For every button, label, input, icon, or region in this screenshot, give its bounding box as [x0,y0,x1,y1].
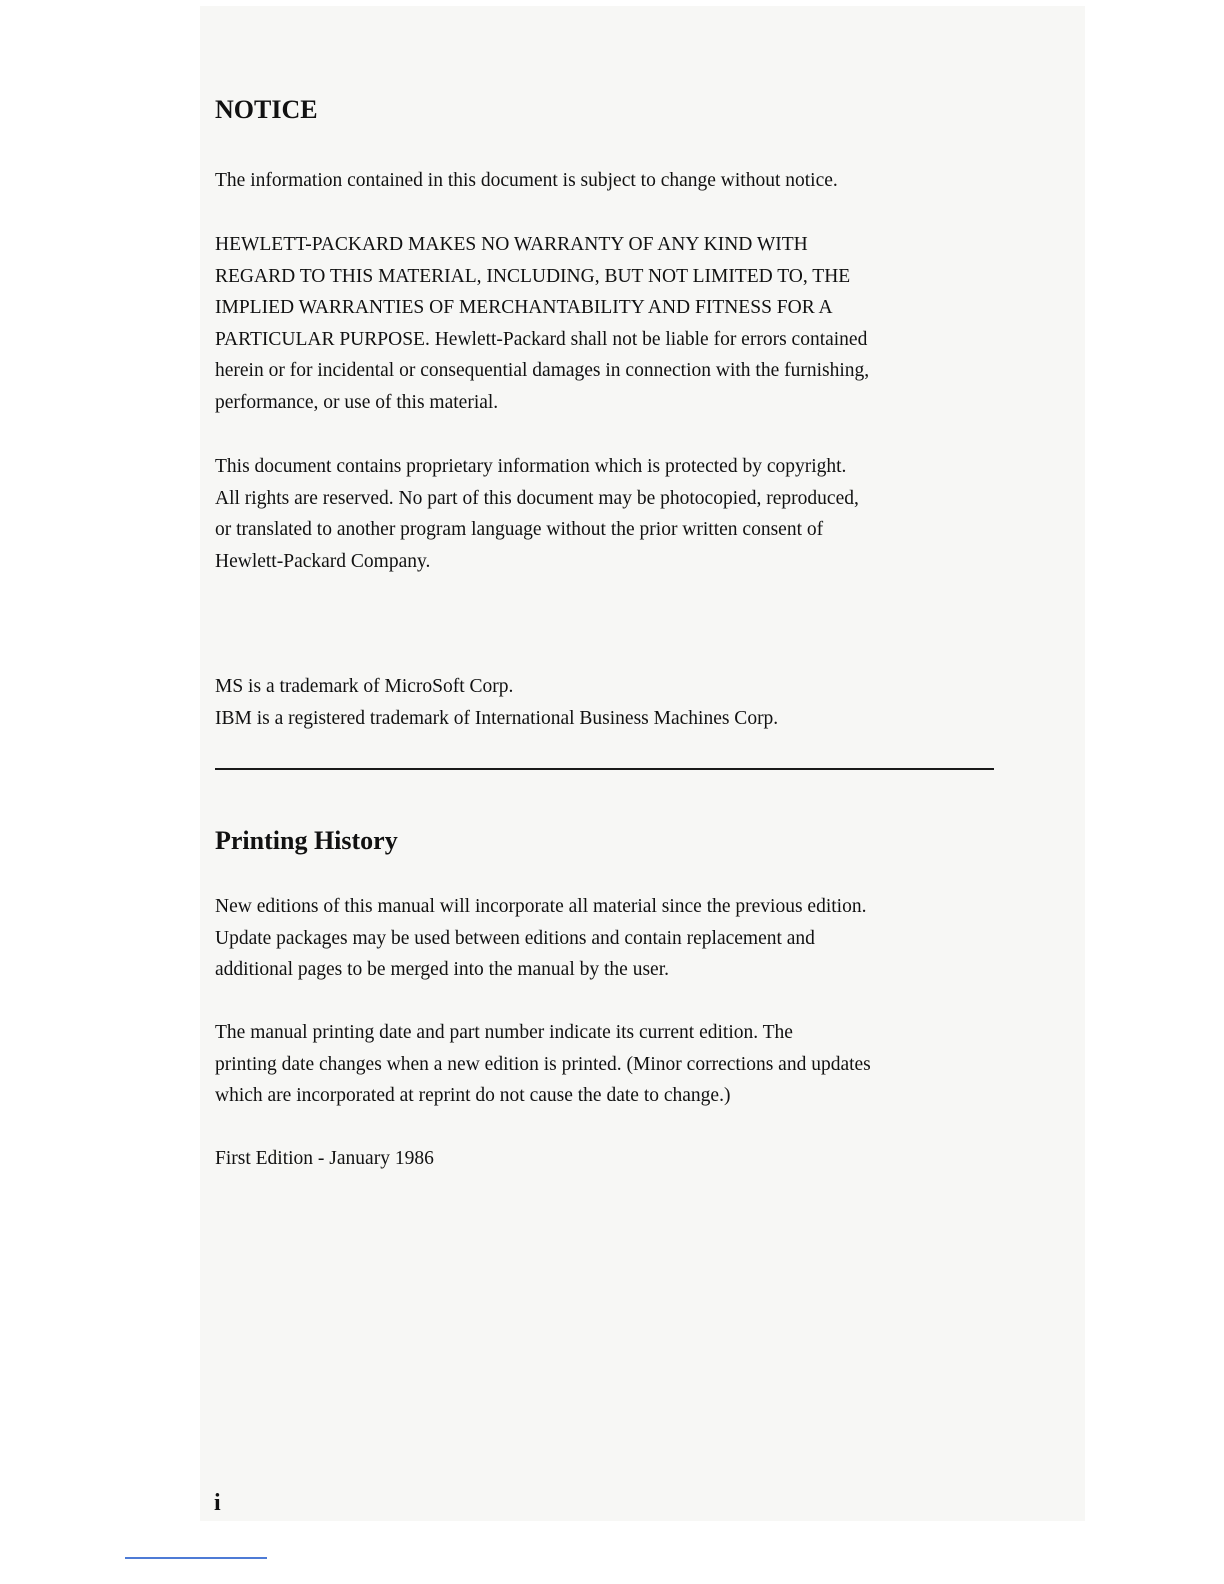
text-line: printing date changes when a new edition is printed. (Minor corrections and updates [215,1053,871,1075]
section-divider [215,768,994,770]
notice-paragraph-warranty [215,229,1015,419]
printing-history-heading: Printing History [215,826,398,855]
trademark-line: MS is a trademark of MicroSoft Corp. [215,676,514,697]
trademark-line: IBM is a registered trademark of International Business Machines Corp. [215,707,779,729]
text-line: which are incorporated at reprint do not cause the date to change.) [215,1085,731,1107]
edition-line: First Edition - January 1986 [215,1148,434,1169]
text-line: additional pages to be merged into the manual by the user. [215,959,669,981]
text-line: The information contained in this document is subject to change without notice. [215,170,838,191]
notice-heading: NOTICE [215,95,318,124]
text-line: PARTICULAR PURPOSE. Hewlett-Packard shall not be liable for errors contained [215,328,868,350]
text-line: REGARD TO THIS MATERIAL, INCLUDING, BUT NOT LIMITED TO, THE [215,265,851,287]
printing-history-paragraph-dates [215,1017,1015,1112]
text-line: IMPLIED WARRANTIES OF MERCHANTABILITY AND FITNESS FOR A [215,297,833,319]
text-line: herein or for incidental or consequential damages in connection with the furnishing, [215,360,870,382]
text-line: New editions of this manual will incorporate all material since the previous edition. [215,896,867,917]
page-number: i [214,1490,221,1516]
notice-paragraph-copyright [215,451,1015,577]
footer-accent-line [125,1557,267,1559]
text-line: performance, or use of this material. [215,391,499,413]
text-line: or translated to another program language without the prior written consent of [215,519,824,541]
trademarks [215,671,1015,734]
edition-date [215,1143,1015,1175]
text-line: All rights are reserved. No part of this document may be photocopied, reproduced, [215,487,859,509]
text-line: Update packages may be used between editions and contain replacement and [215,927,815,949]
printing-history-paragraph-editions [215,891,1015,986]
text-line: HEWLETT-PACKARD MAKES NO WARRANTY OF ANY KIND WITH [215,234,808,255]
text-line: Hewlett-Packard Company. [215,550,431,572]
text-line: The manual printing date and part number indicate its current edition. The [215,1022,793,1043]
text-line: This document contains proprietary information which is protected by copyright. [215,456,847,477]
notice-paragraph-change [215,165,1015,197]
